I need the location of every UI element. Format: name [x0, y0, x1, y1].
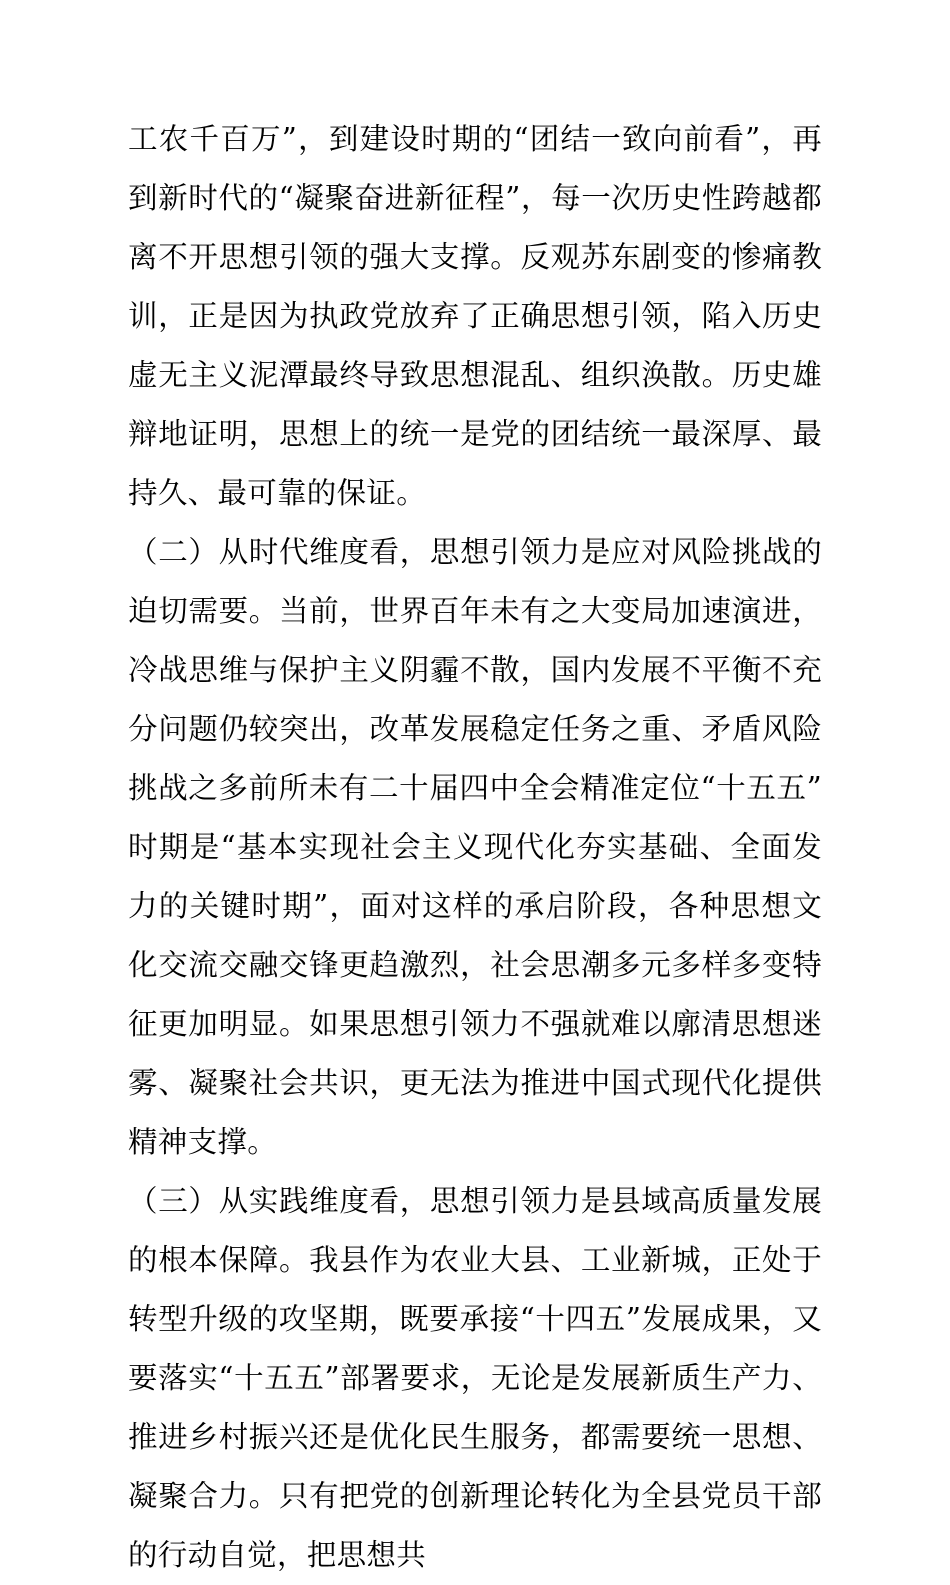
paragraph-1: 工农千百万”，到建设时期的“团结一致向前看”，再到新时代的“凝聚奋进新征程”，每一次历史性跨越都离不开思想引领的强大支撑。反观苏东剧变的惨痛教训，正是因为执政党放弃了正确思想引领，陷入历史虚无主义泥潭最终导致思想混乱、组织涣散。历史雄辩地证明，思想上的统一是党的团结统一最深厚、最持久、最可靠的保证。	[128, 122, 822, 510]
paragraph-2: （二）从时代维度看，思想引领力是应对风险挑战的迫切需要。当前，世界百年未有之大变局加速演进，冷战思维与保护主义阴霾不散，国内发展不平衡不充分问题仍较突出，改革发展稳定任务之重、矛盾风险挑战之多前所未有二十届四中全会精准定位“十五五”时期是“基本实现社会主义现代化夯实基础、全面发力的关键时期”，面对这样的承启阶段，各种思想文化交流交融交锋更趋激烈，社会思潮多元多样多变特征更加明显。如果思想引领力不强就难以廓清思想迷雾、凝聚社会共识，更无法为推进中国式现代化提供精神支撑。	[128, 535, 822, 1159]
document-body	[128, 110, 822, 1585]
paragraph-3: （三）从实践维度看，思想引领力是县域高质量发展的根本保障。我县作为农业大县、工业新城，正处于转型升级的攻坚期，既要承接“十四五”发展成果，又要落实“十五五”部署要求，无论是发展新质生产力、推进乡村振兴还是优化民生服务，都需要统一思想、凝聚合力。只有把党的创新理论转化为全县党员干部的行动自觉，把思想共	[128, 1184, 822, 1572]
